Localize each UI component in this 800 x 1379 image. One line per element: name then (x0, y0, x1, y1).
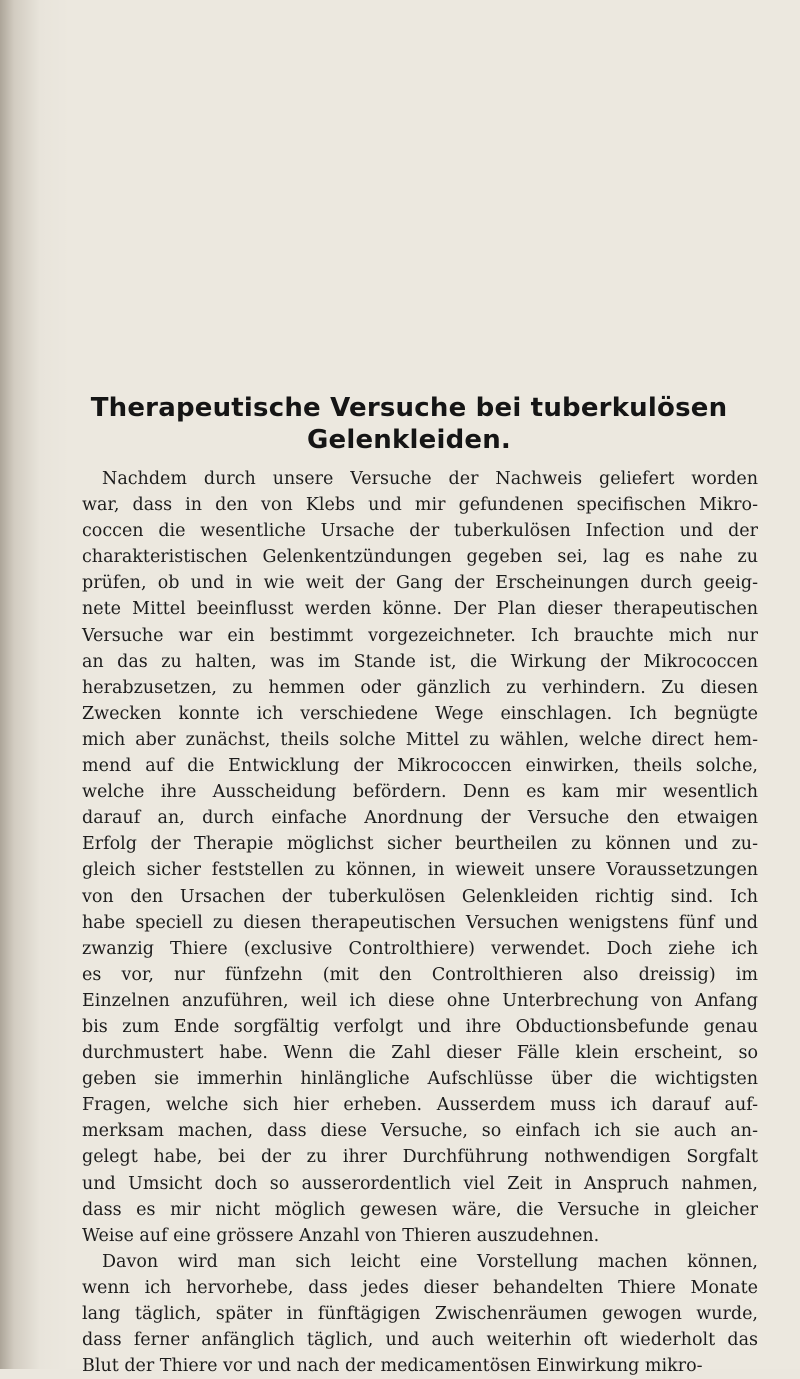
chapter-heading (0, 392, 800, 456)
text-line: war, dass in den von Klebs und mir gefundenen specifischen Mikro- (82, 495, 758, 516)
text-line: Davon wird man sich leicht eine Vorstellung machen können, (102, 1251, 758, 1272)
text-line: charakteristischen Gelenkentzündungen gegeben sei, lag es nahe zu (82, 547, 758, 568)
text-line: prüfen, ob und in wie weit der Gang der Erscheinungen durch geeig- (82, 573, 758, 594)
text-line: an das zu halten, was im Stande ist, die Wirkung der Mikrococcen (82, 651, 758, 672)
text-line: nete Mittel beeinflusst werden könne. Der Plan dieser therapeutischen (82, 599, 758, 620)
text-line: durchmustert habe. Wenn die Zahl dieser Fälle klein erscheint, so (82, 1043, 758, 1064)
text-line: wenn ich hervorhebe, dass jedes dieser behandelten Thiere Monate (82, 1277, 758, 1298)
text-line: es vor, nur fünfzehn (mit den Controlthieren also dreissig) im (82, 964, 758, 985)
text-line: herabzusetzen, zu hemmen oder gänzlich zu verhindern. Zu diesen (82, 677, 758, 698)
chapter-title-line-2: Gelenkleiden. (306, 425, 511, 455)
text-line: und Umsicht doch so ausserordentlich viel Zeit in Anspruch nahmen, (82, 1173, 758, 1194)
text-line: bis zum Ende sorgfältig verfolgt und ihre Obductionsbefunde genau (82, 1016, 758, 1037)
text-line: Erfolg der Therapie möglichst sicher beurtheilen zu können und zu- (82, 834, 758, 855)
text-line: coccen die wesentliche Ursache der tuberkulösen Infection und der (82, 521, 758, 542)
text-line: mich aber zunächst, theils solche Mittel zu wählen, welche direct hem- (82, 729, 758, 750)
text-line: Weise auf eine grössere Anzahl von Thieren auszudehnen. (82, 1225, 600, 1246)
text-line: gleich sicher feststellen zu können, in wieweit unsere Voraussetzungen (82, 860, 758, 881)
text-line: mend auf die Entwicklung der Mikrococcen einwirken, theils solche, (82, 756, 758, 777)
text-line: Fragen, welche sich hier erheben. Ausserdem muss ich darauf auf- (82, 1095, 758, 1116)
text-line: dass ferner anfänglich täglich, und auch weiterhin oft wiederholt das (82, 1330, 758, 1351)
text-line: zwanzig Thiere (exclusive Controlthiere) verwendet. Doch ziehe ich (82, 938, 758, 959)
text-line: Einzelnen anzuführen, weil ich diese ohne Unterbrechung von Anfang (82, 990, 758, 1011)
text-line: Nachdem durch unsere Versuche der Nachweis geliefert worden (102, 469, 758, 489)
chapter-title-line-1: Therapeutische Versuche bei tuberkulösen (90, 393, 728, 423)
text-line: geben sie immerhin hinlängliche Aufschlüsse über die wichtigsten (82, 1069, 758, 1090)
paragraph-1 (82, 466, 758, 1249)
body-text (82, 466, 758, 1379)
paragraph-2 (82, 1249, 758, 1379)
text-line: welche ihre Ausscheidung befördern. Denn es kam mir wesentlich (82, 782, 758, 803)
text-line: Versuche war ein bestimmt vorgezeichneter. Ich brauchte mich nur (82, 625, 758, 646)
text-line: lang täglich, später in fünftägigen Zwischenräumen gewogen wurde, (82, 1304, 758, 1324)
text-line: Zwecken konnte ich verschiedene Wege einschlagen. Ich begnügte (82, 703, 758, 724)
text-line: merksam machen, dass diese Versuche, so einfach ich sie auch an- (82, 1121, 758, 1142)
text-line: von den Ursachen der tuberkulösen Gelenkleiden richtig sind. Ich (82, 886, 758, 907)
text-line: gelegt habe, bei der zu ihrer Durchführung nothwendigen Sorgfalt (82, 1147, 758, 1168)
text-line: darauf an, durch einfache Anordnung der Versuche den etwaigen (82, 808, 758, 829)
text-line: habe speciell zu diesen therapeutischen Versuchen wenigstens fünf und (82, 912, 758, 933)
text-line: Blut der Thiere vor und nach der medicamentösen Einwirkung mikro- (82, 1356, 703, 1377)
text-line: dass es mir nicht möglich gewesen wäre, die Versuche in gleicher (82, 1199, 758, 1220)
